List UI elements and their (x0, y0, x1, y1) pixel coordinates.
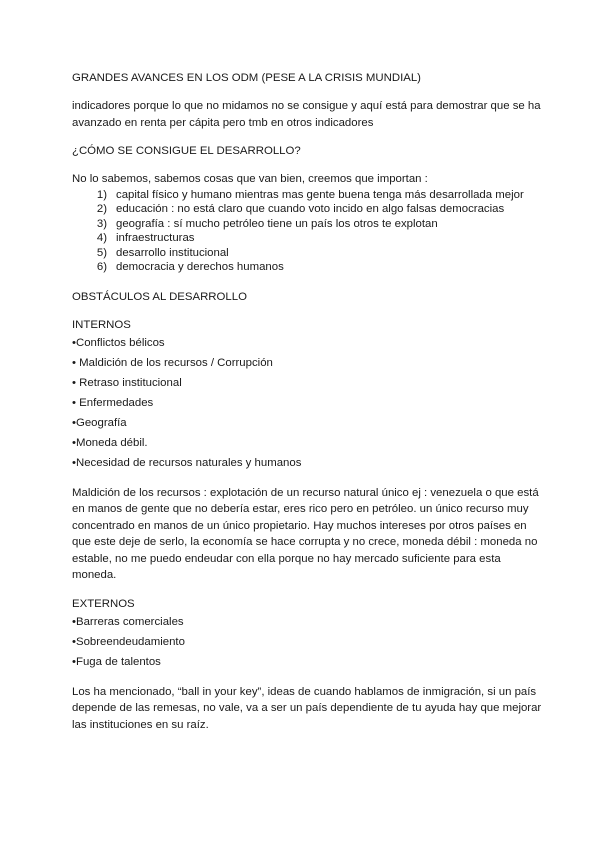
list-text: desarrollo institucional (116, 246, 229, 259)
document-title: GRANDES AVANCES EN LOS ODM (PESE A LA CRISIS MUNDIAL) (72, 72, 421, 84)
list-item: • Enfermedades (72, 396, 154, 409)
list-item (72, 217, 542, 232)
list-item: •Moneda débil. (72, 436, 148, 449)
list-item: • Maldición de los recursos / Corrupción (72, 356, 273, 369)
external-heading: EXTERNOS (72, 597, 135, 610)
list-number: 1) (96, 188, 107, 201)
document-page (72, 70, 542, 733)
list-item: •Conflictos bélicos (72, 336, 165, 349)
intro-paragraph: indicadores porque lo que no midamos no se consigue y aquí está para demostrar que se ha avanzado en renta per cápita pero tmb en otros indicadores (72, 100, 541, 129)
list-item: •Necesidad de recursos naturales y humanos (72, 456, 302, 469)
factors-list (72, 188, 542, 275)
list-number: 3) (96, 217, 107, 230)
list-number: 6) (96, 261, 107, 273)
list-number: 5) (96, 246, 107, 259)
internal-list (72, 333, 542, 473)
list-item (72, 202, 542, 217)
resource-curse-paragraph: Maldición de los recursos : explotación de un recurso natural único ej : venezuela o que está en manos de gente que no debería estar, eres rico pero en petróleo. un único recurso muy concentrado en manos de un único propietario. Hay muchos intereses por otros países en que este deje de serlo, la economía se hace corrupta y no crece, moneda débil : moneda no estable, no me puedo endeudar con ella porque no hay mercado suficiente para esta moneda. (72, 486, 539, 581)
list-text: infraestructuras (116, 232, 195, 244)
list-item (72, 231, 542, 246)
closing-paragraph: Los ha mencionado, “ball in your key”, ideas de cuando hablamos de inmigración, si un país depende de las remesas, no vale, va a ser un país dependiente de tu ayuda hay que mejorar las instituciones en su raíz. (72, 685, 542, 731)
list-item (72, 260, 542, 275)
external-list (72, 612, 542, 672)
obstacles-heading: OBSTÁCULOS AL DESARROLLO (72, 290, 247, 303)
list-item: •Geografía (72, 416, 127, 429)
list-item: •Barreras comerciales (72, 615, 184, 628)
internal-heading: INTERNOS (72, 318, 131, 331)
list-text: educación : no está claro que cuando voto incido en algo falsas democracias (116, 203, 505, 215)
list-number: 4) (96, 232, 107, 244)
list-number: 2) (96, 203, 107, 215)
list-item (72, 188, 542, 203)
list-item (72, 246, 542, 261)
list-item: •Sobreendeudamiento (72, 635, 185, 648)
list-item: •Fuga de talentos (72, 655, 161, 668)
list-item: • Retraso institucional (72, 376, 182, 389)
list-text: capital físico y humano mientras mas gente buena tenga más desarrollada mejor (116, 188, 524, 201)
list-text: geografía : sí mucho petróleo tiene un país los otros te explotan (116, 217, 438, 230)
list-text: democracia y derechos humanos (116, 261, 284, 273)
question-heading: ¿CÓMO SE CONSIGUE EL DESARROLLO? (72, 145, 301, 157)
answer-intro: No lo sabemos, sabemos cosas que van bien, creemos que importan : (72, 173, 428, 185)
